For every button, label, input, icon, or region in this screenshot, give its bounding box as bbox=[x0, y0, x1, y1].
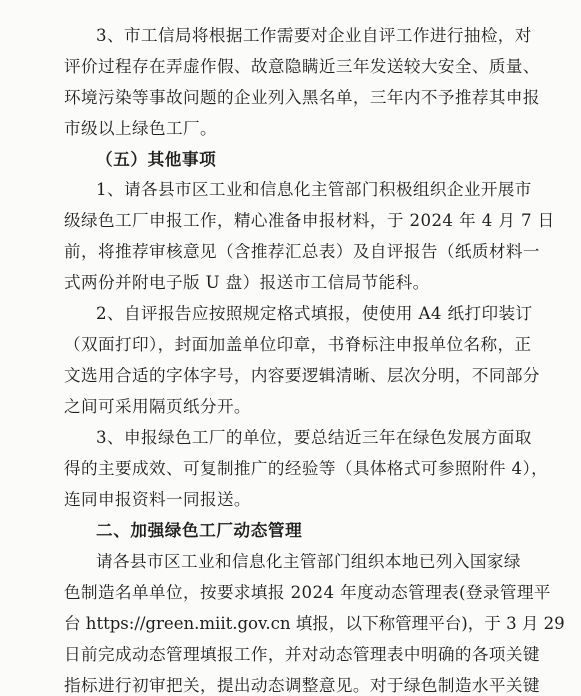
text-line: 1、请各县市区工业和信息化主管部门积极组织企业开展市 bbox=[96, 180, 532, 199]
text-line: 环境污染等事故问题的企业列入黑名单，三年内不予推荐其申报 bbox=[64, 88, 540, 107]
text-line: 得的主要成效、可复制推广的经验等（具体格式可参照附件 4）， bbox=[64, 459, 549, 478]
text-line: 级绿色工厂申报工作，精心准备申报材料，于 2024 年 4 月 7 日 bbox=[64, 211, 555, 230]
text-line: 前，将推荐审核意见（含推荐汇总表）及自评报告（纸质材料一 bbox=[64, 242, 540, 261]
text-line: 式两份并附电子版 U 盘）报送市工信局节能科。 bbox=[64, 273, 430, 292]
text-line: 评价过程存在弄虚作假、故意隐瞒近三年发送较大安全、质量、 bbox=[64, 57, 540, 76]
text-line: （双面打印），封面加盖单位印章，书脊标注申报单位名称，正 bbox=[64, 335, 532, 354]
section-heading: （五）其他事项 bbox=[96, 150, 217, 169]
text-line: 文选用合适的字体字号，内容要逻辑清晰、层次分明，不同部分 bbox=[64, 366, 540, 385]
text-line: 2、自评报告应按照规定格式填报，使使用 A4 纸打印装订 bbox=[96, 304, 533, 323]
section-heading: 二、加强绿色工厂动态管理 bbox=[96, 521, 303, 540]
text-line: 请各县市区工业和信息化主管部门组织本地已列入国家绿 bbox=[96, 552, 521, 571]
text-line: 连同申报资料一同报送。 bbox=[64, 490, 251, 509]
text-line: 色制造名单单位，按要求填报 2024 年度动态管理表(登录管理平 bbox=[64, 583, 551, 602]
text-line: 市级以上绿色工厂。 bbox=[64, 119, 217, 138]
text-line: 3、申报绿色工厂的单位，要总结近三年在绿色发展方面取 bbox=[96, 428, 532, 447]
text-line: 台 https://green.miit.gov.cn 填报，以下称管理平台)，于 3 月 29 bbox=[64, 614, 565, 633]
text-line: 指标进行初审把关，提出动态调整意见。对于绿色制造水平关键 bbox=[64, 676, 540, 695]
text-line: 3、市工信局将根据工作需要对企业自评工作进行抽检，对 bbox=[96, 26, 532, 45]
text-line: 日前完成动态管理填报工作，并对动态管理表中明确的各项关键 bbox=[64, 645, 540, 664]
text-line: 之间可采用隔页纸分开。 bbox=[64, 397, 251, 416]
